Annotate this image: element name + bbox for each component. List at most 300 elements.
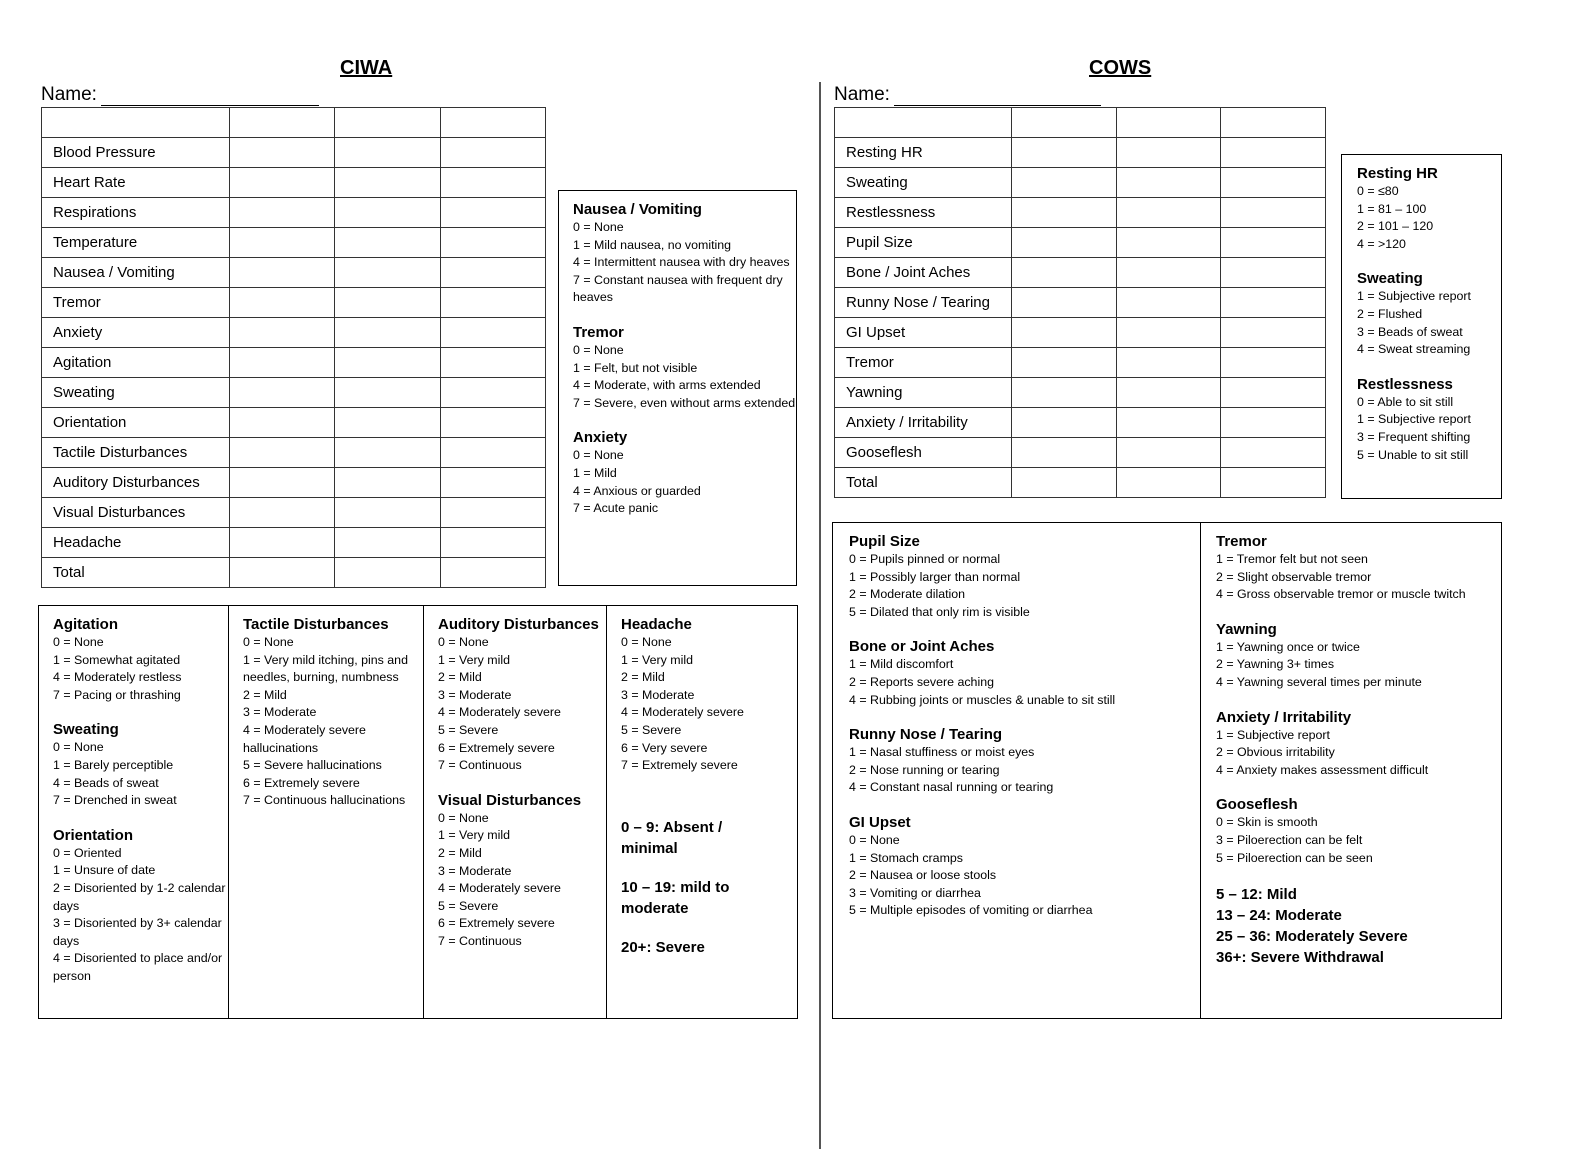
score-cell[interactable]	[1116, 168, 1221, 198]
score-cell[interactable]	[440, 288, 546, 318]
table-row	[835, 168, 1326, 198]
score-cell[interactable]	[1116, 228, 1221, 258]
legend-section	[621, 616, 796, 775]
legend-line: 1 = Unsure of date	[53, 863, 156, 878]
legend-section	[1216, 621, 1500, 692]
legend-line: 4 = Yawning several times per minute	[1216, 674, 1422, 689]
row-label: Total	[835, 468, 1012, 498]
score-cell[interactable]	[335, 558, 440, 588]
legend-line: 7 = Continuous hallucinations	[243, 793, 406, 808]
legend-heading: Yawning	[1216, 620, 1277, 638]
legend-line: 5 = Severe	[438, 722, 499, 737]
score-cell[interactable]	[229, 258, 334, 288]
score-cell[interactable]	[1221, 468, 1326, 498]
table-row	[42, 378, 546, 408]
legend-line: 4 = Beads of sweat	[53, 775, 159, 790]
table-row	[42, 138, 546, 168]
legend-line: 1 = Mild nausea, no vomiting	[573, 237, 732, 252]
legend-line: 4 = Disoriented to place and/or person	[53, 951, 223, 983]
legend-section	[53, 721, 229, 809]
legend-section	[1357, 270, 1501, 358]
score-cell[interactable]	[440, 258, 546, 288]
legend-line: 0 = None	[573, 448, 624, 463]
legend-line: 4 = >120	[1357, 236, 1406, 251]
score-cell[interactable]	[440, 168, 546, 198]
legend-heading: Tactile Disturbances	[243, 616, 389, 633]
legend-line: 7 = Acute panic	[573, 501, 659, 516]
cows-name-label: Name:	[834, 84, 890, 105]
legend-line: 0 = None	[438, 635, 489, 649]
legend-line: 3 = Disoriented by 3+ calendar days	[53, 916, 222, 948]
legend-line: 7 = Constant nausea with frequent dry heaves	[573, 272, 783, 305]
score-cell[interactable]	[335, 138, 440, 168]
legend-line: 2 = Yawning 3+ times	[1216, 657, 1335, 672]
legend-line: 2 = 101 – 120	[1357, 219, 1434, 234]
legend-line: 0 = None	[573, 342, 624, 357]
score-cell[interactable]	[1012, 258, 1117, 288]
score-cell[interactable]	[335, 528, 440, 558]
ciwa-scoring	[621, 817, 796, 958]
ciwa-score-table	[41, 107, 546, 588]
ciwa-legend-column	[228, 606, 424, 1018]
legend-line: 4 = Anxiety makes assessment difficult	[1216, 762, 1429, 777]
legend-section	[849, 726, 1201, 797]
legend-line: 7 = Extremely severe	[621, 758, 738, 773]
table-row	[42, 288, 546, 318]
ciwa-name-label: Name:	[41, 84, 97, 105]
row-label: Respirations	[42, 198, 230, 228]
legend-line: 0 = None	[573, 220, 624, 234]
legend-line: 4 = Moderately severe	[438, 881, 561, 896]
row-label: Resting HR	[835, 138, 1012, 168]
legend-line: 3 = Moderate	[621, 687, 695, 702]
score-cell[interactable]	[335, 498, 440, 528]
legend-line: 1 = Very mild	[621, 652, 693, 667]
legend-line: 1 = Stomach cramps	[849, 850, 963, 865]
table-row	[42, 258, 546, 288]
table-row	[42, 438, 546, 468]
legend-line: 0 = Pupils pinned or normal	[849, 552, 1001, 566]
legend-line: 1 = Very mild	[438, 828, 510, 843]
score-cell[interactable]	[1012, 168, 1117, 198]
legend-heading: Agitation	[53, 616, 118, 633]
score-cell[interactable]	[440, 558, 546, 588]
ciwa-name-field[interactable]	[41, 84, 319, 106]
score-cell[interactable]	[335, 198, 440, 228]
legend-line: 0 = None	[438, 810, 489, 825]
table-row	[835, 378, 1326, 408]
legend-line: 1 = Subjective report	[1357, 289, 1471, 304]
legend-line: 5 = Unable to sit still	[1357, 447, 1469, 462]
score-cell[interactable]	[1116, 258, 1221, 288]
score-cell[interactable]	[1012, 198, 1117, 228]
legend-line: 3 = Moderate	[243, 705, 317, 720]
legend-heading: Headache	[621, 616, 692, 633]
table-row	[835, 198, 1326, 228]
score-cell[interactable]	[1116, 348, 1221, 378]
legend-line: 1 = Somewhat agitated	[53, 652, 181, 667]
score-cell[interactable]	[335, 288, 440, 318]
legend-line: 1 = Tremor felt but not seen	[1216, 552, 1368, 566]
score-cell[interactable]	[1012, 228, 1117, 258]
legend-section	[1357, 165, 1501, 253]
score-cell[interactable]	[229, 168, 334, 198]
legend-heading: Tremor	[1216, 533, 1267, 550]
legend-line: 7 = Drenched in sweat	[53, 793, 177, 808]
legend-heading: Sweating	[53, 721, 119, 739]
table-row	[42, 168, 546, 198]
legend-line: 0 = None	[621, 635, 672, 649]
table-row	[42, 318, 546, 348]
score-cell[interactable]	[335, 468, 440, 498]
score-cell[interactable]	[1221, 438, 1326, 468]
legend-line: 2 = Obvious irritability	[1216, 745, 1335, 760]
row-label: Nausea / Vomiting	[42, 258, 230, 288]
legend-line: 0 = ≤80	[1357, 184, 1399, 198]
row-label: Auditory Disturbances	[42, 468, 230, 498]
legend-line: 1 = Subjective report	[1357, 412, 1471, 427]
legend-line: 0 = None	[243, 635, 294, 649]
score-cell[interactable]	[229, 138, 334, 168]
cows-name-line[interactable]	[894, 86, 1101, 106]
score-cell[interactable]	[335, 408, 440, 438]
legend-heading: Anxiety / Irritability	[1216, 708, 1352, 726]
score-cell[interactable]	[440, 108, 546, 138]
legend-line: 4 = Moderately severe	[621, 705, 744, 720]
row-label: Anxiety	[42, 318, 230, 348]
score-cell[interactable]	[335, 348, 440, 378]
legend-section	[243, 616, 424, 810]
score-cell[interactable]	[229, 318, 334, 348]
score-cell[interactable]	[440, 378, 546, 408]
legend-line: 4 = Moderately severe hallucinations	[243, 722, 366, 755]
ciwa-legend-column	[606, 606, 796, 1018]
score-cell[interactable]	[229, 288, 334, 318]
legend-section	[849, 638, 1201, 709]
score-cell[interactable]	[1116, 108, 1221, 138]
score-cell[interactable]	[1012, 408, 1117, 438]
table-row	[835, 318, 1326, 348]
table-row	[835, 288, 1326, 318]
legend-line: 3 = Frequent shifting	[1357, 429, 1471, 444]
score-cell[interactable]	[1012, 108, 1117, 138]
row-label: Blood Pressure	[42, 138, 230, 168]
legend-line: 5 = Multiple episodes of vomiting or diarrhea	[849, 903, 1093, 918]
cows-legend-column	[833, 523, 1201, 1018]
score-cell[interactable]	[1221, 318, 1326, 348]
legend-line: 2 = Mild	[621, 670, 665, 685]
score-cell[interactable]	[1221, 228, 1326, 258]
legend-line: 2 = Mild	[438, 845, 482, 860]
legend-line: 1 = Mild discomfort	[849, 657, 954, 672]
legend-section	[438, 616, 607, 775]
score-cell[interactable]	[229, 528, 334, 558]
score-cell[interactable]	[440, 228, 546, 258]
score-cell[interactable]	[440, 138, 546, 168]
score-cell[interactable]	[440, 468, 546, 498]
legend-section	[1216, 709, 1500, 780]
legend-section	[573, 324, 796, 412]
score-cell[interactable]	[335, 318, 440, 348]
score-cell[interactable]	[1116, 138, 1221, 168]
table-row	[835, 258, 1326, 288]
table-row	[42, 468, 546, 498]
score-cell[interactable]	[1116, 318, 1221, 348]
legend-section	[573, 429, 796, 517]
legend-section	[1216, 796, 1500, 867]
page-divider	[819, 82, 821, 1149]
score-cell[interactable]	[335, 108, 440, 138]
row-label: Runny Nose / Tearing	[835, 288, 1012, 318]
legend-line: 3 = Vomiting or diarrhea	[849, 885, 981, 900]
ciwa-legend-column	[423, 606, 607, 1018]
legend-line: 4 = Anxious or guarded	[573, 483, 701, 498]
score-cell[interactable]	[229, 408, 334, 438]
legend-heading: Anxiety	[573, 429, 628, 447]
score-cell[interactable]	[229, 378, 334, 408]
legend-line: 1 = Nasal stuffiness or moist eyes	[849, 745, 1035, 760]
row-label	[835, 108, 1012, 138]
legend-heading: Gooseflesh	[1216, 796, 1298, 814]
legend-line: 4 = Rubbing joints or muscles & unable to sit still	[849, 692, 1116, 707]
score-cell[interactable]	[440, 498, 546, 528]
ciwa-legend-column	[39, 606, 229, 1018]
legend-line: 2 = Reports severe aching	[849, 674, 994, 689]
table-row	[42, 108, 546, 138]
score-cell[interactable]	[335, 378, 440, 408]
score-cell[interactable]	[229, 468, 334, 498]
score-cell[interactable]	[1116, 378, 1221, 408]
table-row	[835, 138, 1326, 168]
table-row	[42, 408, 546, 438]
score-cell[interactable]	[229, 348, 334, 378]
legend-heading: Restlessness	[1357, 375, 1453, 393]
legend-line: 4 = Intermittent nausea with dry heaves	[573, 255, 790, 270]
scoring-line: 0 – 9: Absent / minimal	[621, 818, 723, 857]
legend-line: 0 = Oriented	[53, 845, 122, 860]
row-label: Bone / Joint Aches	[835, 258, 1012, 288]
legend-line: 3 = Piloerection can be felt	[1216, 832, 1363, 847]
score-cell[interactable]	[1012, 318, 1117, 348]
score-cell[interactable]	[1221, 108, 1326, 138]
legend-heading: Tremor	[573, 323, 624, 341]
table-row	[42, 528, 546, 558]
score-cell[interactable]	[1116, 468, 1221, 498]
legend-line: 6 = Extremely severe	[438, 740, 555, 755]
table-row	[42, 558, 546, 588]
row-label: Restlessness	[835, 198, 1012, 228]
legend-line: 4 = Constant nasal running or tearing	[849, 780, 1054, 795]
legend-line: 1 = Felt, but not visible	[573, 360, 698, 375]
scoring-line: 5 – 12: Mild	[1216, 886, 1297, 904]
legend-section	[53, 827, 229, 986]
score-cell[interactable]	[440, 438, 546, 468]
scoring-line: 20+: Severe	[621, 938, 705, 956]
table-row	[42, 198, 546, 228]
legend-line: 1 = Mild	[573, 465, 617, 480]
legend-section	[1216, 533, 1500, 604]
score-cell[interactable]	[1012, 378, 1117, 408]
score-cell[interactable]	[1012, 348, 1117, 378]
cows-scoring	[1216, 884, 1500, 968]
table-row	[835, 348, 1326, 378]
legend-line: 6 = Extremely severe	[243, 775, 360, 790]
score-cell[interactable]	[440, 318, 546, 348]
legend-line: 1 = Very mild	[438, 652, 510, 667]
table-row	[835, 408, 1326, 438]
legend-line: 2 = Flushed	[1357, 306, 1423, 321]
row-label: Sweating	[835, 168, 1012, 198]
legend-line: 6 = Very severe	[621, 740, 708, 755]
legend-line: 4 = Moderately severe	[438, 705, 561, 720]
row-label: Agitation	[42, 348, 230, 378]
score-cell[interactable]	[229, 108, 334, 138]
score-cell[interactable]	[335, 168, 440, 198]
legend-line: 1 = Very mild itching, pins and needles, burning, numbness	[243, 652, 408, 685]
row-label: Tactile Disturbances	[42, 438, 230, 468]
score-cell[interactable]	[440, 408, 546, 438]
legend-section	[53, 616, 229, 704]
scoring-line: 10 – 19: mild to moderate	[621, 878, 730, 917]
legend-line: 1 = 81 – 100	[1357, 201, 1427, 216]
legend-line: 1 = Subjective report	[1216, 727, 1330, 742]
row-label: Headache	[42, 528, 230, 558]
row-label: Orientation	[42, 408, 230, 438]
legend-section	[849, 814, 1201, 920]
table-row	[42, 498, 546, 528]
score-cell[interactable]	[229, 228, 334, 258]
row-label: Visual Disturbances	[42, 498, 230, 528]
legend-line: 2 = Mild	[243, 687, 287, 702]
legend-heading: Visual Disturbances	[438, 791, 582, 809]
legend-line: 7 = Continuous	[438, 758, 522, 773]
cows-title: COWS	[1089, 57, 1152, 79]
legend-line: 3 = Moderate	[438, 687, 512, 702]
legend-line: 1 = Barely perceptible	[53, 757, 174, 772]
score-cell[interactable]	[1116, 288, 1221, 318]
score-cell[interactable]	[229, 438, 334, 468]
legend-section	[438, 792, 607, 951]
row-label: Anxiety / Irritability	[835, 408, 1012, 438]
legend-line: 3 = Moderate	[438, 863, 512, 878]
legend-line: 2 = Moderate dilation	[849, 587, 966, 602]
score-cell[interactable]	[1221, 198, 1326, 228]
scoring-line: 25 – 36: Moderately Severe	[1216, 928, 1408, 946]
row-label: Temperature	[42, 228, 230, 258]
table-row	[42, 228, 546, 258]
legend-line: 5 = Severe	[621, 722, 682, 737]
legend-line: 5 = Dilated that only rim is visible	[849, 604, 1030, 619]
score-cell[interactable]	[1012, 138, 1117, 168]
legend-line: 7 = Severe, even without arms extended	[573, 395, 796, 410]
cows-legend-box	[832, 522, 1502, 1019]
score-cell[interactable]	[1012, 468, 1117, 498]
row-label: GI Upset	[835, 318, 1012, 348]
ciwa-legend-box	[38, 605, 798, 1019]
legend-line: 5 = Piloerection can be seen	[1216, 850, 1373, 865]
score-cell[interactable]	[440, 528, 546, 558]
legend-line: 1 = Possibly larger than normal	[849, 569, 1021, 584]
row-label: Tremor	[42, 288, 230, 318]
score-cell[interactable]	[229, 498, 334, 528]
legend-heading: Nausea / Vomiting	[573, 201, 702, 218]
legend-line: 7 = Continuous	[438, 933, 522, 948]
score-cell[interactable]	[1012, 288, 1117, 318]
legend-line: 5 = Severe	[438, 898, 499, 913]
table-row	[42, 348, 546, 378]
scoring-line: 36+: Severe Withdrawal	[1216, 949, 1384, 967]
score-cell[interactable]	[335, 228, 440, 258]
row-label: Yawning	[835, 378, 1012, 408]
score-cell[interactable]	[440, 198, 546, 228]
row-label: Total	[42, 558, 230, 588]
legend-line: 4 = Moderate, with arms extended	[573, 378, 761, 393]
row-label: Heart Rate	[42, 168, 230, 198]
ciwa-name-line[interactable]	[101, 86, 319, 106]
score-cell[interactable]	[1221, 138, 1326, 168]
legend-line: 2 = Disoriented by 1-2 calendar days	[53, 880, 226, 913]
row-label	[42, 108, 230, 138]
score-cell[interactable]	[440, 348, 546, 378]
cows-name-field[interactable]	[834, 84, 1101, 106]
row-label: Gooseflesh	[835, 438, 1012, 468]
legend-heading: Pupil Size	[849, 533, 920, 550]
legend-line: 6 = Extremely severe	[438, 916, 555, 931]
score-cell[interactable]	[1221, 378, 1326, 408]
score-cell[interactable]	[1221, 348, 1326, 378]
legend-heading: Orientation	[53, 826, 134, 844]
legend-section	[1357, 376, 1501, 464]
legend-line: 0 = Skin is smooth	[1216, 815, 1318, 830]
score-cell[interactable]	[1116, 438, 1221, 468]
legend-heading: Bone or Joint Aches	[849, 638, 995, 656]
legend-line: 4 = Sweat streaming	[1357, 342, 1471, 357]
score-cell[interactable]	[229, 198, 334, 228]
legend-heading: GI Upset	[849, 813, 911, 831]
score-cell[interactable]	[1221, 258, 1326, 288]
cows-score-table	[834, 107, 1326, 498]
legend-heading: Runny Nose / Tearing	[849, 726, 1003, 744]
legend-heading: Auditory Disturbances	[438, 616, 599, 633]
legend-line: 0 = None	[53, 740, 104, 755]
score-cell[interactable]	[335, 438, 440, 468]
legend-line: 0 = None	[53, 635, 104, 649]
legend-line: 1 = Yawning once or twice	[1216, 639, 1360, 654]
table-row	[835, 438, 1326, 468]
score-cell[interactable]	[229, 558, 334, 588]
scoring-line: 13 – 24: Moderate	[1216, 907, 1342, 925]
legend-line: 2 = Nausea or loose stools	[849, 868, 997, 883]
legend-line: 4 = Moderately restless	[53, 670, 182, 685]
score-cell[interactable]	[335, 258, 440, 288]
score-cell[interactable]	[1221, 408, 1326, 438]
score-cell[interactable]	[1012, 438, 1117, 468]
cows-side-legend	[1341, 154, 1502, 499]
legend-section	[849, 533, 1201, 621]
score-cell[interactable]	[1116, 198, 1221, 228]
legend-section	[573, 201, 796, 307]
legend-line: 2 = Slight observable tremor	[1216, 569, 1372, 584]
score-cell[interactable]	[1116, 408, 1221, 438]
score-cell[interactable]	[1221, 288, 1326, 318]
legend-line: 0 = Able to sit still	[1357, 394, 1454, 409]
ciwa-side-legend	[558, 190, 797, 586]
legend-line: 3 = Beads of sweat	[1357, 324, 1463, 339]
score-cell[interactable]	[1221, 168, 1326, 198]
table-row	[835, 108, 1326, 138]
table-row	[835, 468, 1326, 498]
row-label: Pupil Size	[835, 228, 1012, 258]
